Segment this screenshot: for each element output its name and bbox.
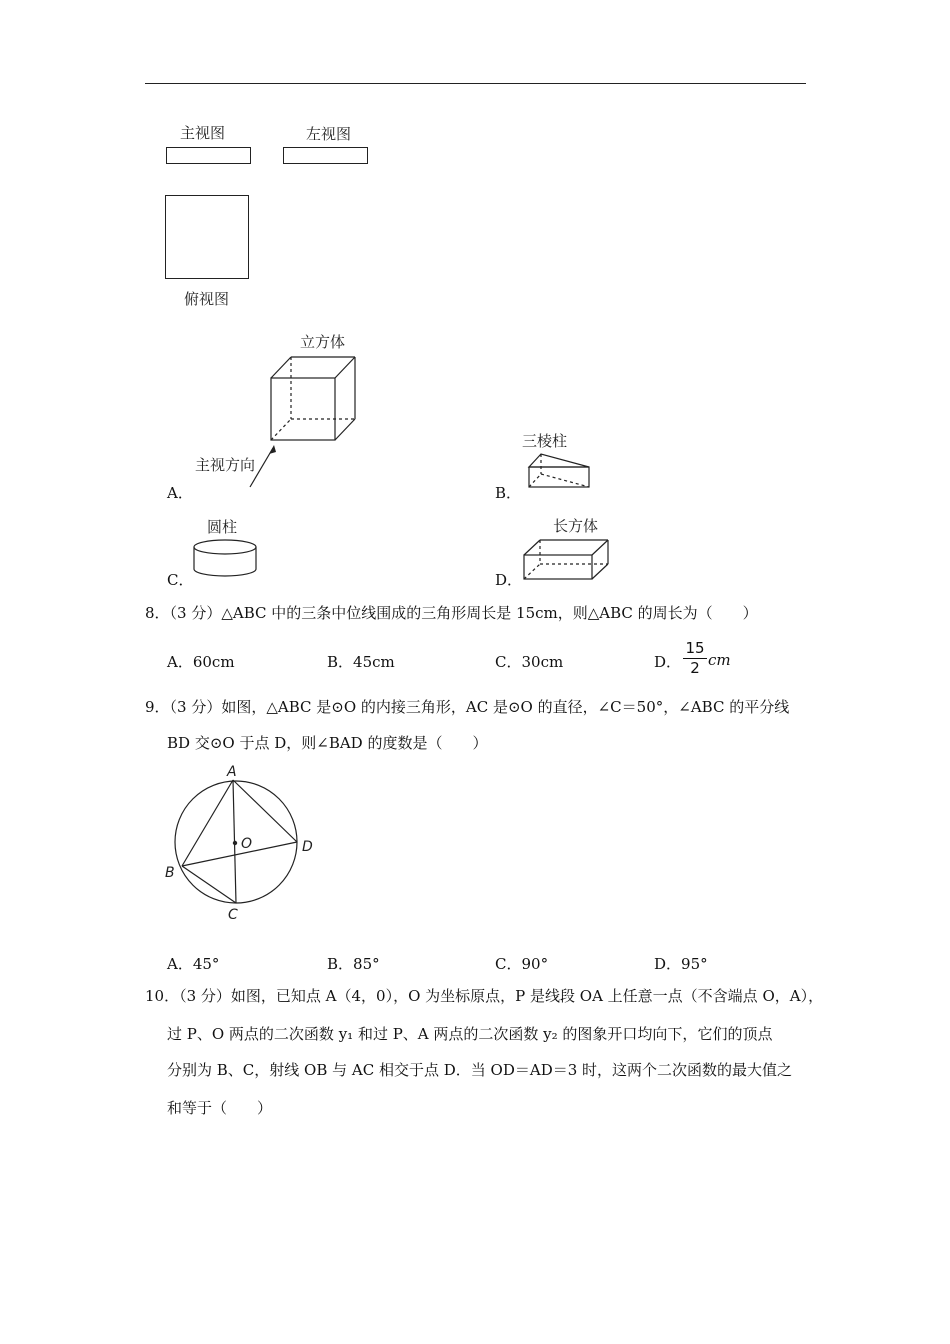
- triangular-prism-label: 三棱柱: [522, 432, 568, 450]
- q8-option-d-letter: D．: [654, 653, 682, 671]
- q9-option-b: B．85°: [327, 955, 380, 973]
- chord-bc: [182, 866, 236, 903]
- q8-option-b: B．45cm: [327, 653, 395, 671]
- left-view-label: 左视图: [306, 125, 352, 143]
- fraction-numerator: 15: [685, 639, 705, 657]
- view-direction-label: 主视方向: [195, 456, 256, 474]
- q9-option-c: C．90°: [495, 955, 549, 973]
- q10-line-4: 和等于（ ）: [167, 1099, 273, 1117]
- cuboid-label: 长方体: [553, 517, 599, 535]
- option-d-letter: D．: [495, 571, 523, 589]
- point-label-b: B: [165, 865, 175, 881]
- header-rule: [145, 83, 806, 84]
- front-view-label: 主视图: [180, 124, 226, 142]
- point-label-d: D: [302, 839, 313, 855]
- q8-option-d-fraction: [683, 640, 707, 677]
- option-b-letter: B．: [495, 484, 522, 502]
- cube-label: 立方体: [300, 333, 346, 351]
- center-point-o: [233, 841, 237, 845]
- cylinder-figure: [190, 536, 262, 581]
- top-view-label: 俯视图: [184, 290, 230, 308]
- fraction-denominator: 2: [690, 659, 700, 677]
- point-label-o: O: [241, 836, 253, 852]
- option-a-letter: A．: [167, 484, 193, 502]
- q9-stem-line-1: 9．（3 分）如图，△ABC 是⊙O 的内接三角形，AC 是⊙O 的直径，∠C＝50°，∠ABC 的平分线: [145, 698, 790, 716]
- q9-option-d: D．95°: [654, 955, 708, 973]
- option-c-letter: C．: [167, 571, 194, 589]
- left-view-rect: [283, 147, 368, 164]
- q10-line-2: 过 P、O 两点的二次函数 y₁ 和过 P、A 两点的二次函数 y₂ 的图象开口均向下，它们的顶点: [167, 1025, 773, 1043]
- chord-ad: [233, 780, 297, 842]
- chord-ab: [182, 780, 233, 866]
- triangular-prism-figure: [520, 448, 600, 493]
- q9-stem-line-2: BD 交⊙O 于点 D，则∠BAD 的度数是（ ）: [167, 734, 488, 752]
- chord-bd: [182, 842, 297, 866]
- q9-option-a: A．45°: [167, 955, 220, 973]
- q10-line-1: 10．（3 分）如图，已知点 A（4，0），O 为坐标原点，P 是线段 OA 上任意一点（不含端点 O，A），: [145, 987, 824, 1005]
- top-view-rect: [165, 195, 249, 279]
- q8-stem: 8．（3 分）△ABC 中的三条中位线围成的三角形周长是 15cm，则△ABC 的周长为（ ）: [145, 604, 758, 622]
- q8-option-d-unit: cm: [708, 651, 731, 669]
- q8-option-c: C．30cm: [495, 653, 564, 671]
- point-label-a: A: [227, 764, 237, 780]
- q8-option-a: A．60cm: [167, 653, 235, 671]
- cylinder-label: 圆柱: [207, 518, 238, 536]
- front-view-rect: [166, 147, 251, 164]
- circle-figure: [160, 760, 330, 930]
- q10-line-3: 分别为 B、C，射线 OB 与 AC 相交于点 D．当 OD＝AD＝3 时，这两个二次函数的最大值之: [167, 1061, 793, 1079]
- point-label-c: C: [228, 907, 238, 923]
- cuboid-figure: [520, 535, 615, 583]
